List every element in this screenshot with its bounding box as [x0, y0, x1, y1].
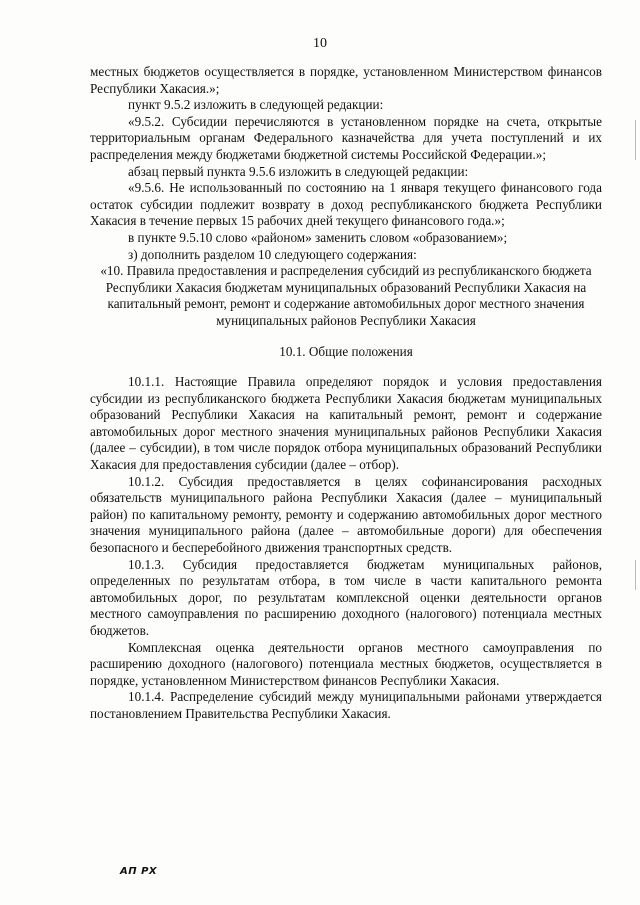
paragraph-clause-10-1-2: 10.1.2. Субсидия предоставляется в целях софинансирования расходных обязательств муниципального района Республики Хакасия (далее – муниципальный район) по капитальному ремонту, ремонту и содержанию автомобильных дорог местного значения муниципального района (далее – автомобильные дороги) для обеспечения безопасного и бесперебойного движения транспортных средств.	[90, 473, 602, 556]
paragraph-continuation: местных бюджетов осуществляется в порядке, установленном Министерством финансов Республики Хакасия.»;	[90, 64, 602, 96]
paragraph-amendment-intro: пункт 9.5.2 изложить в следующей редакции:	[128, 97, 384, 113]
section-10-title: «10. Правила предоставления и распределения субсидий из республиканского бюджета Республики Хакасия бюджетам муниципальных образований Республики Хакасия на капитальный ремонт, ремонт и содержание автомобильных дорог местного значения муниципальных районов Республики Хакасия	[100, 263, 592, 328]
paragraph-amendment-9-5-10: в пункте 9.5.10 слово «районом» заменить словом «образованием»;	[128, 229, 508, 245]
paragraph-clause-10-1-3: 10.1.3. Субсидия предоставляется бюджетам муниципальных районов, определенных по результатам отбора, в том числе в части капитального ремонта автомобильных дорог, по результатам комплексной оценки деятельности органов местного самоуправления по расширению доходного (налогового) потенциала местных бюджетов.	[90, 556, 602, 638]
footer-stamp: АП РХ	[120, 866, 158, 877]
paragraph-clause-9-5-6: «9.5.6. Не использованный по состоянию на 1 января текущего финансового года остаток субсидии подлежит возврату в доход республиканского бюджета Республики Хакасия в течение первых 15 рабочих дней текущего финансового года.»;	[90, 180, 602, 229]
paragraph-comprehensive-assessment: Комплексная оценка деятельности органов местного самоуправления по расширению доходного (налогового) потенциала местных бюджетов, осуществляется в порядке, установленном Министерством финансов Республики Хакасия.	[90, 639, 602, 688]
paragraph-clause-9-5-2: «9.5.2. Субсидии перечисляются в установленном порядке на счета, открытые территориальным органам Федерального казначейства для учета поступлений и их распределения между бюджетами бюджетной системы Российской Федерации.»;	[90, 113, 602, 162]
paragraph-amendment-section-10: з) дополнить разделом 10 следующего содержания:	[128, 246, 417, 262]
document-body	[90, 64, 602, 723]
paragraph-clause-10-1-4: 10.1.4. Распределение субсидий между муниципальными районами утверждается постановлением Правительства Республики Хакасия.	[90, 689, 602, 721]
subsection-10-1-title: 10.1. Общие положения	[279, 343, 413, 359]
paragraph-clause-10-1-1: 10.1.1. Настоящие Правила определяют порядок и условия предоставления субсидии из республиканского бюджета Республики Хакасия бюджетам муниципальных образований Республики Хакасия на капитальный ремонт, ремонт и содержание автомобильных дорог местного значения муниципальных районов Республики Хакасия (далее – субсидии), в том числе порядок отбора муниципальных образований Республики Хакасия для предоставления субсидии (далее – отбор).	[90, 374, 602, 473]
scan-edge-mark	[635, 560, 636, 590]
page-number: 10	[313, 36, 327, 51]
paragraph-amendment-intro: абзац первый пункта 9.5.6 изложить в следующей редакции:	[128, 163, 469, 179]
scan-edge-mark	[635, 120, 636, 160]
